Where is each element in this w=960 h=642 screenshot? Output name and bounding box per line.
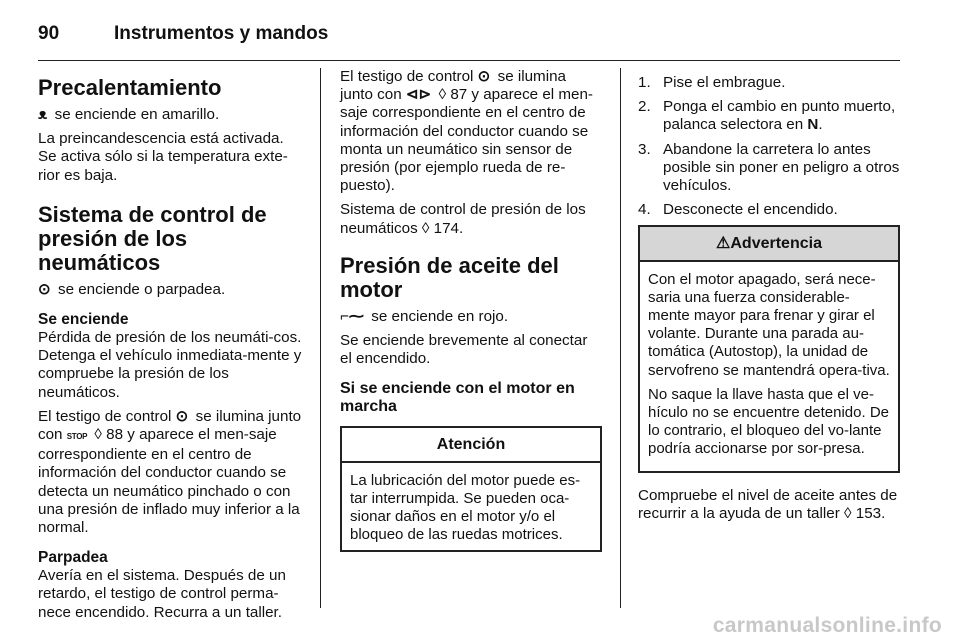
- list-item: 1. Pise el embrague.: [638, 74, 786, 91]
- paragraph: No saque la llave hasta que el ve-hículo no se encuentre detenido. De lo contrario, el bloqueo del vo-lante podría accionarse por sor-presa.: [648, 385, 890, 458]
- page-ref-icon: ◊: [844, 504, 852, 522]
- paragraph: Avería en el sistema. Después de un retardo, el testigo de control perma-nece encendido. Recurra a un taller.: [38, 567, 286, 621]
- glow-plug-icon: ᴥ: [38, 106, 48, 123]
- paragraph: La preincandescencia está activada. Se activa sólo si la temperatura exte-rior es baja.: [38, 130, 288, 184]
- paragraph: Sistema de control de presión de los neumáticos ◊ 174.: [340, 201, 586, 237]
- paragraph: ⊙ se enciende o parpadea.: [38, 280, 226, 298]
- advertencia-box-text: [640, 262, 898, 471]
- paragraph: Compruebe el nivel de aceite antes de recurrir a la ayuda de un taller ◊ 153.: [638, 486, 898, 522]
- paragraph: Pérdida de presión de los neumáti-cos. Detenga el vehículo inmediata-mente y compruebe la presión de los neumáticos.: [38, 329, 302, 401]
- steps-list: [638, 74, 900, 219]
- list-item: 3. Abandone la carretera lo antes posible sin poner en peligro a otros vehículos.: [638, 140, 900, 195]
- paragraph: El testigo de control ⊙ se ilumina junto con STOP ◊ 88 y aparece el men-saje correspondiente en el centro de información del conductor cuando se detecta un neumático pinchado o con una presión de inflado muy inferior a la normal.: [38, 407, 302, 537]
- list-item: 2. Ponga el cambio en punto muerto, palanca selectora en N.: [638, 98, 896, 134]
- column-divider-2: [620, 68, 621, 608]
- heading-parpadea: Parpadea: [38, 549, 108, 567]
- header-rule: [38, 60, 900, 61]
- page-header: [38, 16, 328, 52]
- column-divider-1: [320, 68, 321, 608]
- list-item: 4. Desconecte el encendido.: [638, 201, 838, 219]
- paragraph: ⌐⁓ se enciende en rojo.: [340, 307, 509, 325]
- heading-motor-en-marcha: Si se enciende con el motor en marcha: [340, 380, 575, 416]
- oil-can-icon: ⌐⁓: [340, 307, 365, 325]
- car-message-icon: ⊲⊳: [405, 86, 432, 104]
- advertencia-box-title: ⚠Advertencia: [640, 227, 898, 261]
- paragraph: El testigo de control ⊙ se ilumina junto con ⊲⊳ ◊ 87 y aparece el men-saje correspondiente en el centro de información del conductor cuando se monta un neumático sin sensor de presión (por ejemplo rueda de re-puesto).: [340, 68, 593, 195]
- watermark: carmanualsonline.info: [712, 614, 942, 637]
- page-number: 90: [38, 23, 60, 44]
- heading-precalentamiento: Precalentamiento: [38, 75, 222, 100]
- tire-pressure-icon: ⊙: [477, 68, 491, 85]
- atencion-box-title: Atención: [342, 428, 600, 462]
- column-2: [340, 68, 602, 566]
- advertencia-box: [638, 225, 900, 472]
- atencion-box-text: La lubricación del motor puede es-tar interrumpida. Se pueden oca-sionar daños en el motor y/o el bloqueo de las ruedas motrices.: [350, 471, 581, 544]
- heading-sistema-control-presion: Sistema de control de presión de los neumáticos: [38, 201, 267, 275]
- atencion-box: [340, 426, 602, 552]
- paragraph: Con el motor apagado, será nece-saria una fuerza considerable-mente mayor para frenar y girar el volante. Durante una parada au-tomática (Autostop), la unidad de servofreno se mantendrá opera-tiva.: [648, 270, 890, 379]
- page-ref-icon: ◊: [438, 86, 447, 104]
- page-ref-icon: ◊: [421, 219, 430, 237]
- paragraph: Se enciende brevemente al conectar el encendido.: [340, 332, 588, 368]
- tire-pressure-icon: ⊙: [38, 280, 51, 298]
- paragraph: ᴥ se enciende en amarillo.: [38, 106, 220, 123]
- heading-se-enciende: Se enciende: [38, 311, 129, 329]
- warning-icon: ⚠: [716, 235, 731, 253]
- stop-icon: STOP: [66, 432, 88, 442]
- column-3: [638, 68, 900, 529]
- running-title: Instrumentos y mandos: [114, 23, 329, 44]
- page-ref-icon: ◊: [94, 426, 102, 444]
- heading-presion-aceite: Presión de aceite del motor: [340, 252, 559, 302]
- tire-pressure-icon: ⊙: [175, 407, 189, 425]
- column-1: [38, 68, 306, 628]
